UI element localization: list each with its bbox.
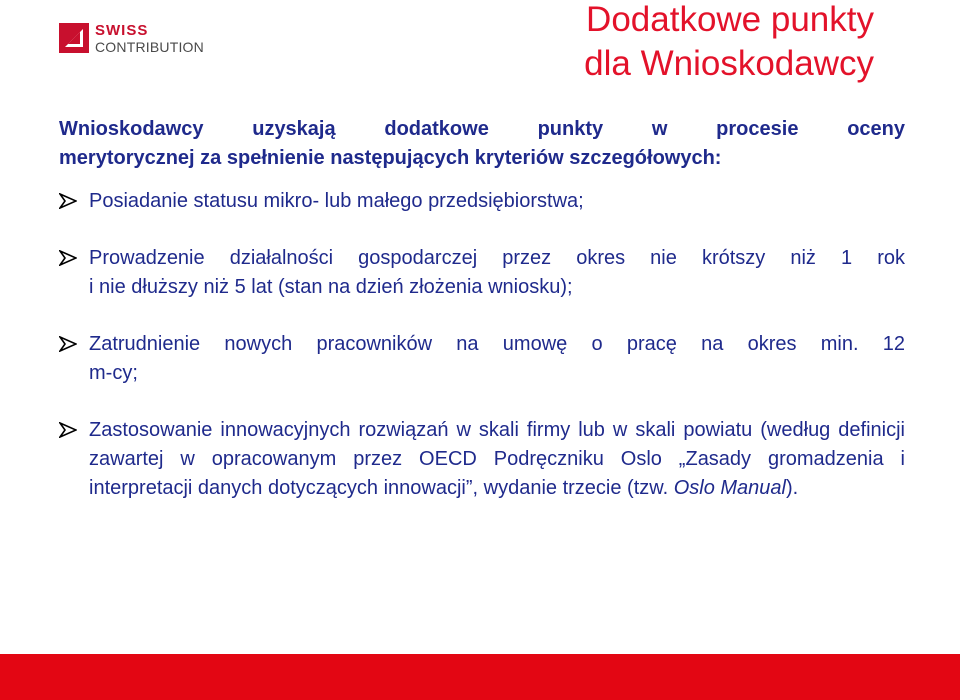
list-item <box>59 187 905 216</box>
footer-bar <box>0 654 960 700</box>
bullet-text-line-1: Prowadzenie działalności gospodarczej przez okres nie krótszy niż 1 rok <box>89 247 905 269</box>
bullet-text: Posiadanie statusu mikro- lub małego przedsiębiorstwa; <box>89 190 584 212</box>
bullet-text-line-2: i nie dłuższy niż 5 lat (stan na dzień złożenia wniosku); <box>89 276 573 298</box>
list-item <box>59 330 905 388</box>
arrow-bullet-icon <box>59 336 77 352</box>
intro-line-2: merytorycznej za spełnienie następujących kryteriów szczegółowych: <box>59 147 722 169</box>
title-line-1: Dodatkowe punkty <box>586 0 874 39</box>
arrow-bullet-icon <box>59 422 77 438</box>
arrow-bullet-icon <box>59 250 77 266</box>
logo-line-swiss: SWISS <box>95 21 149 39</box>
list-item <box>59 244 905 302</box>
bullet-text <box>89 419 905 499</box>
bullet-text-line-2: m-cy; <box>89 362 138 384</box>
title-line-2: dla Wnioskodawcy <box>584 44 874 83</box>
bullet-text-line-1: Zatrudnienie nowych pracowników na umowę o pracę na okres min. 12 <box>89 333 905 355</box>
arrow-bullet-icon <box>59 193 77 209</box>
swiss-cross-icon <box>59 23 89 53</box>
page-title <box>584 0 874 86</box>
content-body <box>59 115 905 531</box>
intro-paragraph <box>59 115 905 173</box>
list-item <box>59 416 905 503</box>
swiss-contribution-logo <box>59 20 204 56</box>
logo-line-contribution: CONTRIBUTION <box>95 38 204 55</box>
bullet-text-main: Zastosowanie innowacyjnych rozwiązań w skali firmy lub w skali powiatu (według definicji zawartej w opracowanym przez OECD Podręczniku Oslo „Zasady gromadzenia i interpretacji danych dotyczących innowacji”, wydanie trzecie (tzw. <box>89 419 905 499</box>
bullet-text-end: ). <box>785 477 799 499</box>
oslo-manual-term: Oslo Manual <box>673 477 786 499</box>
criteria-list <box>59 187 905 503</box>
intro-line-1: Wnioskodawcy uzyskają dodatkowe punkty w procesie oceny <box>59 118 905 140</box>
